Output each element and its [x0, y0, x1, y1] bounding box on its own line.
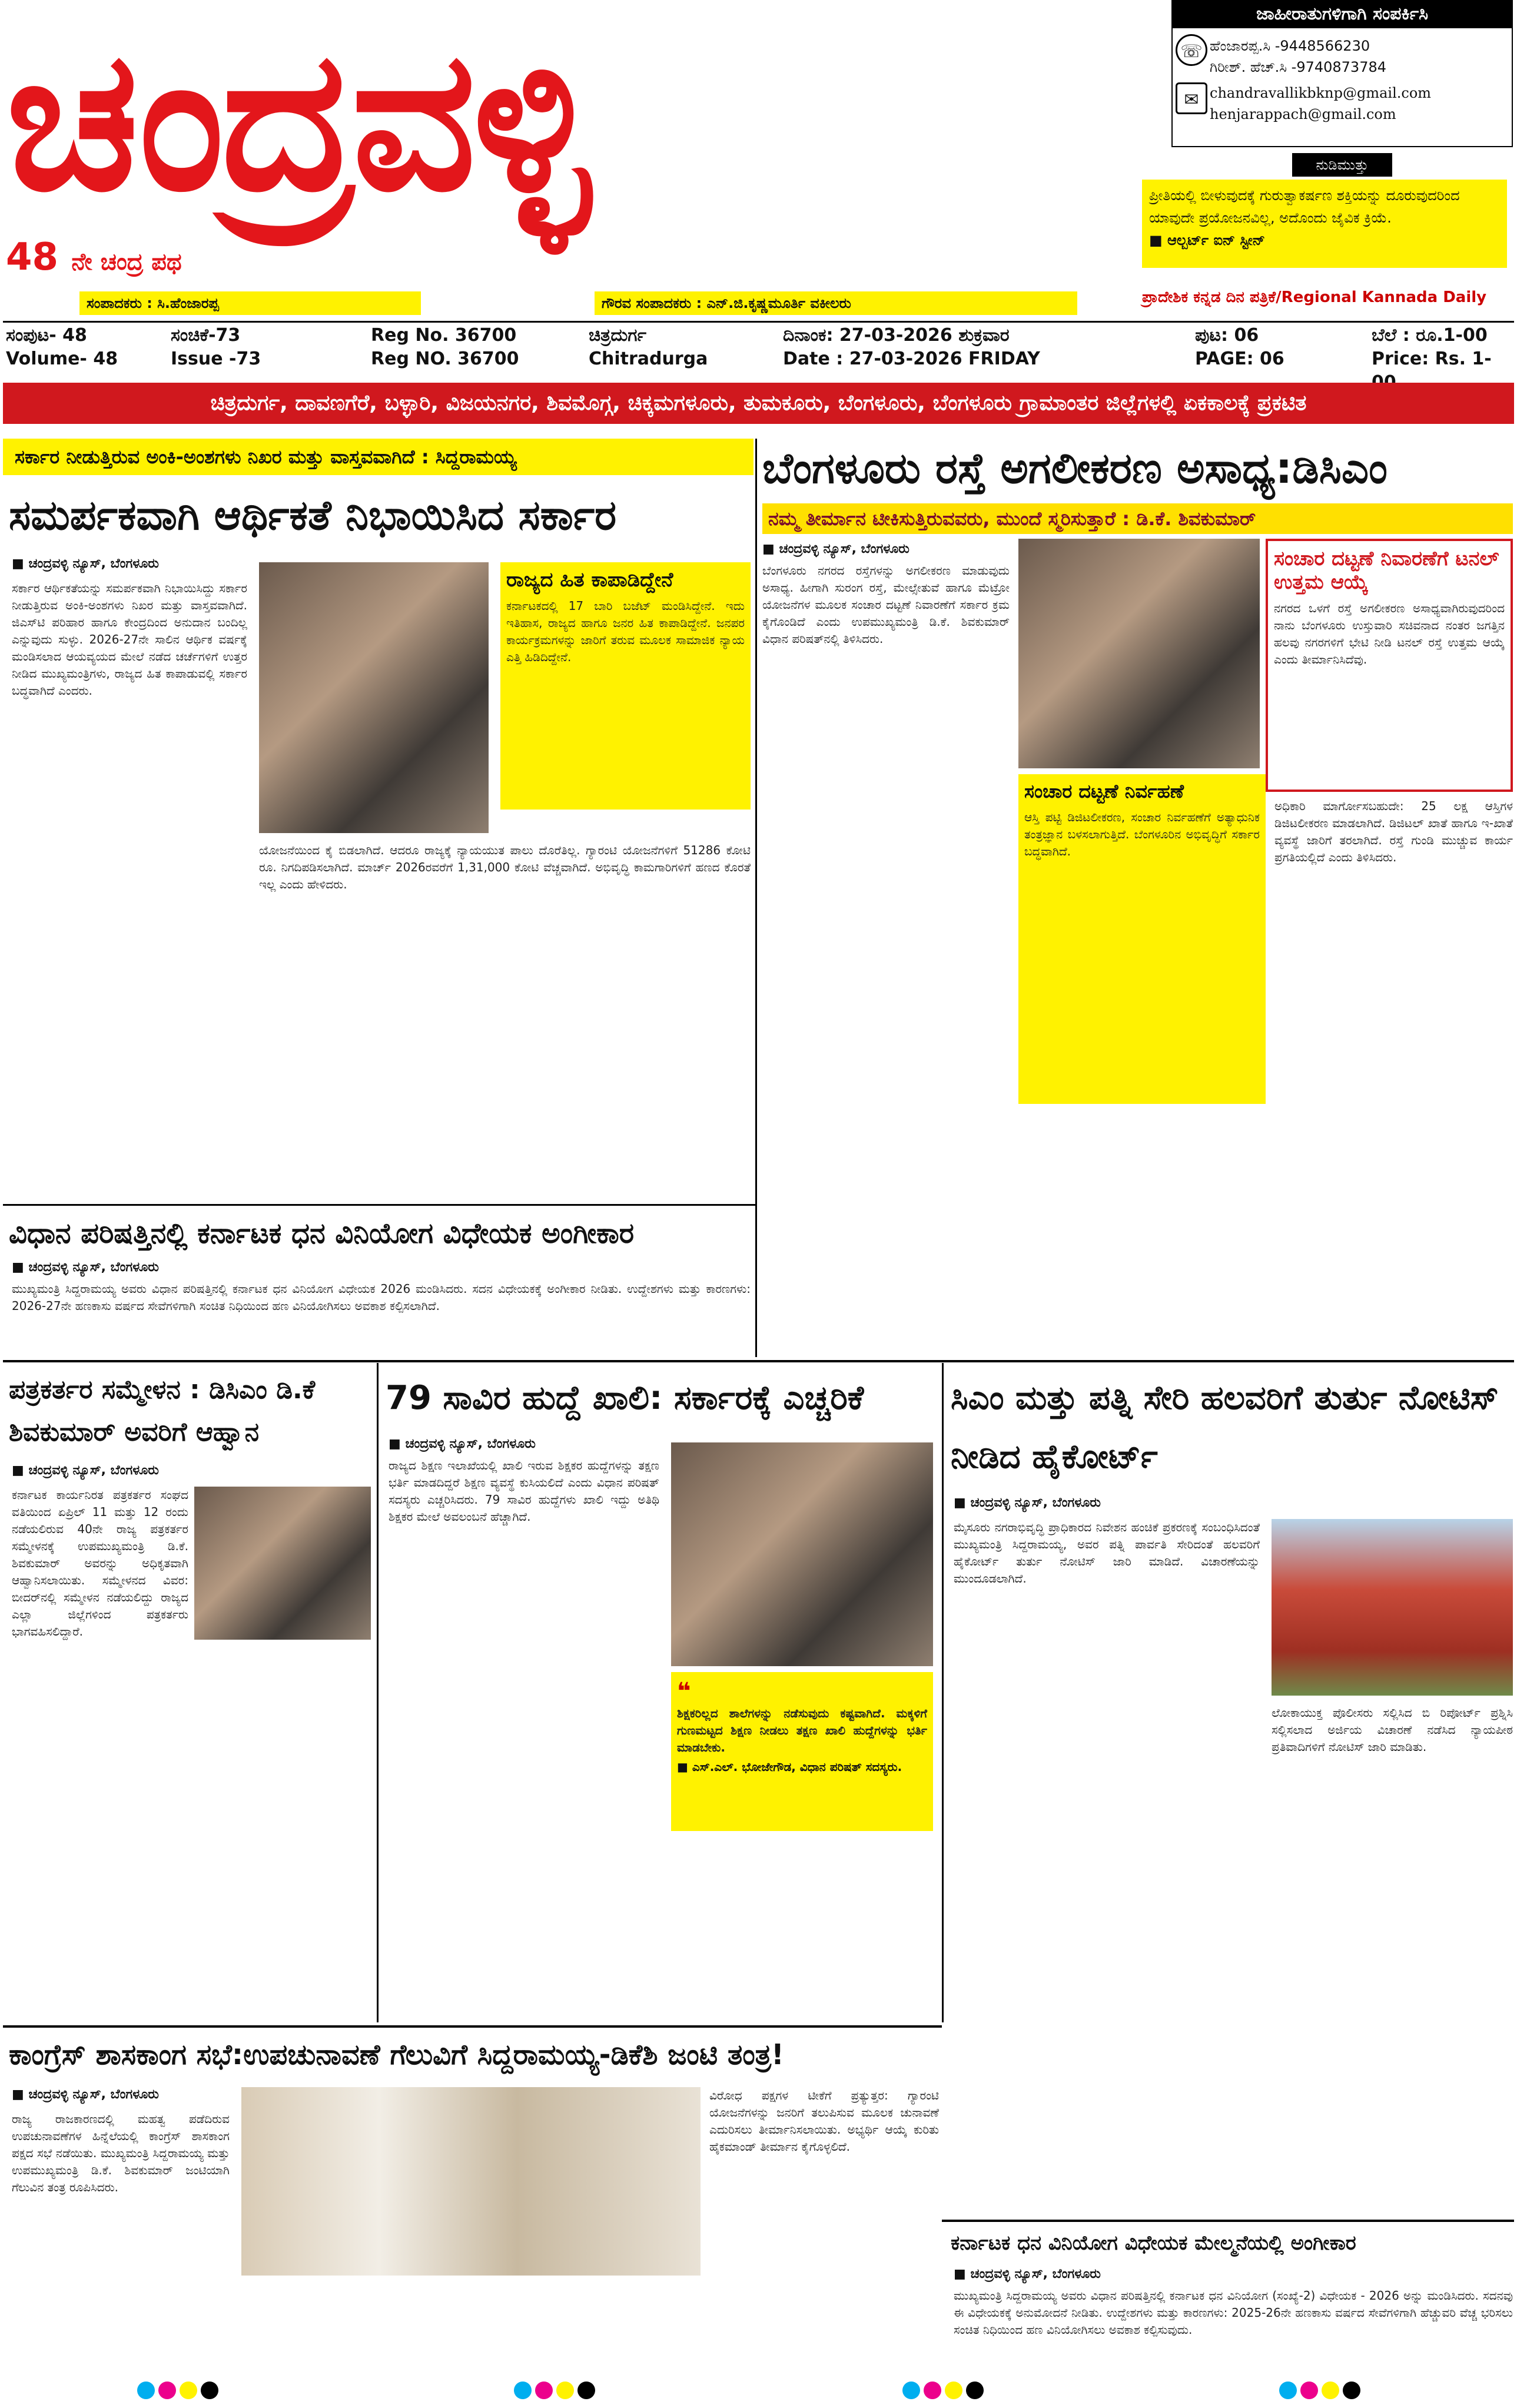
black-dot	[201, 2382, 218, 2399]
registration	[371, 324, 547, 371]
edition-number: 48	[6, 236, 59, 279]
story2-photo	[1018, 539, 1260, 768]
email-1: chandravallikbknp@gmail.com	[1210, 85, 1432, 101]
story5-quote-author: ■ ಎಸ್.ಎಲ್. ಭೋಜೇಗೌಡ, ವಿಧಾನ ಪರಿಷತ್ ಸದಸ್ಯರು.	[677, 1760, 902, 1774]
divider-story8	[942, 2220, 1514, 2222]
story1-sidebar-title: ರಾಜ್ಯದ ಹಿತ ಕಾಪಾಡಿದ್ದೇನೆ	[506, 568, 673, 592]
story1-headline: ಸಮರ್ಪಕವಾಗಿ ಆರ್ಥಿಕತೆ ನಿಭಾಯಿಸಿದ ಸರ್ಕಾರ	[9, 491, 617, 539]
issue	[171, 324, 288, 371]
color-registration-dots-3	[901, 2382, 1054, 2403]
price-kn: ಬೆಲೆ : ರೂ.1-00	[1372, 325, 1488, 346]
divider-vertical-2	[377, 1363, 379, 2022]
story3-headline: ವಿಧಾನ ಪರಿಷತ್ತಿನಲ್ಲಿ ಕರ್ನಾಟಕ ಧನ ವಿನಿಯೋಗ ವಿಧೇಯಕ ಅಂಗೀಕಾರ	[9, 1217, 635, 1250]
divider-horizontal-2	[3, 1360, 1514, 1362]
phone-2: ಗಿರೀಶ್. ಹೆಚ್.ಸಿ -9740873784	[1210, 59, 1387, 75]
page-kn: ಪುಟ: 06	[1195, 325, 1259, 346]
story6-body: ಮೈಸೂರು ನಗರಾಭಿವೃದ್ಧಿ ಪ್ರಾಧಿಕಾರದ ನಿವೇಶನ ಹಂಚಿಕೆ ಪ್ರಕರಣಕ್ಕೆ ಸಂಬಂಧಿಸಿದಂತೆ ಮುಖ್ಯಮಂತ್ರಿ ಸಿದ್ದರಾಮಯ್ಯ, ಅವರ ಪತ್ನಿ ಪಾರ್ವತಿ ಸೇರಿದಂತೆ ಹಲವರಿಗೆ ಹೈಕೋರ್ಟ್ ತುರ್ತು ನೋಟಿಸ್ ಜಾರಿ ಮಾಡಿದೆ. ವಿಚಾರಣೆಯನ್ನು ಮುಂದೂಡಲಾಗಿದೆ.	[954, 1520, 1260, 1586]
masthead-logo: ಚಂದ್ರವಳ್ಳಿ	[6, 8, 587, 234]
magenta-dot	[535, 2382, 553, 2399]
story8-byline: ■ ಚಂದ್ರವಳ್ಳಿ ನ್ಯೂಸ್, ಬೆಂಗಳೂರು	[954, 2267, 1101, 2281]
story2-box-traffic	[1018, 774, 1266, 1104]
story4-photo	[194, 1487, 371, 1640]
magenta-dot	[158, 2382, 176, 2399]
story2-box2-text: ಆಸ್ತಿ ಪಟ್ಟಿ ಡಿಜಿಟಲೀಕರಣ, ಸಂಚಾರ ನಿರ್ವಹಣೆಗೆ ಅತ್ಯಾಧುನಿಕ ತಂತ್ರಜ್ಞಾನ ಬಳಸಲಾಗುತ್ತಿದೆ. ಬೆಂಗಳೂರಿನ ಅಭಿವೃದ್ಧಿಗೆ ಸರ್ಕಾರ ಬದ್ಧವಾಗಿದೆ.	[1024, 810, 1260, 858]
phone-block	[1210, 35, 1504, 78]
contact-header: ಜಾಹೀರಾತುಗಳಿಗಾಗಿ ಸಂಪರ್ಕಿಸಿ	[1171, 0, 1513, 28]
story7-col2: ವಿರೋಧ ಪಕ್ಷಗಳ ಟೀಕೆಗೆ ಪ್ರತ್ಯುತ್ತರ: ಗ್ಯಾರಂಟಿ ಯೋಜನೆಗಳನ್ನು ಜನರಿಗೆ ತಲುಪಿಸುವ ಮೂಲಕ ಚುನಾವಣೆ ಎದುರಿಸಲು ತೀರ್ಮಾನಿಸಲಾಯಿತು. ಅಭ್ಯರ್ಥಿ ಆಯ್ಕೆ ಕುರಿತು ಹೈಕಮಾಂಡ್ ತೀರ್ಮಾನ ಕೈಗೊಳ್ಳಲಿದೆ.	[709, 2088, 939, 2154]
reg-1: Reg No. 36700	[371, 325, 517, 346]
story2-headline: ಬೆಂಗಳೂರು ರಸ್ತೆ ಅಗಲೀಕರಣ ಅಸಾಧ್ಯ:ಡಿಸಿಎಂ	[762, 443, 1388, 493]
quote-box	[1142, 180, 1507, 268]
color-registration-dots-2	[512, 2382, 665, 2403]
story1-kicker: ಸರ್ಕಾರ ನೀಡುತ್ತಿರುವ ಅಂಕಿ-ಅಂಶಗಳು ನಿಖರ ಮತ್ತು ವಾಸ್ತವವಾಗಿದೆ : ಸಿದ್ದರಾಮಯ್ಯ	[3, 439, 753, 475]
date-en: Date : 27-03-2026 FRIDAY	[783, 349, 1040, 369]
volume-kn: ಸಂಪುಟ- 48	[6, 325, 87, 346]
regional-tagline: ಪ್ರಾದೇಶಿಕ ಕನ್ನಡ ದಿನ ಪತ್ರಿಕೆ/Regional Kannada Daily	[1142, 288, 1487, 306]
black-dot	[1343, 2382, 1360, 2399]
story6-highcourt-photo	[1272, 1519, 1513, 1696]
story2-body: ಬೆಂಗಳೂರು ನಗರದ ರಸ್ತೆಗಳನ್ನು ಅಗಲೀಕರಣ ಮಾಡುವುದು ಅಸಾಧ್ಯ. ಹೀಗಾಗಿ ಸುರಂಗ ರಸ್ತೆ, ಮೇಲ್ಸೇತುವೆ ಹಾಗೂ ಮೆಟ್ರೋ ಯೋಜನೆಗಳ ಮೂಲಕ ಸಂಚಾರ ದಟ್ಟಣೆ ನಿವಾರಣೆಗೆ ಸರ್ಕಾರ ಕ್ರಮ ಕೈಗೊಂಡಿದೆ ಎಂದು ಉಪಮುಖ್ಯಮಂತ್ರಿ ಡಿ.ಕೆ. ಶಿವಕುಮಾರ್ ವಿಧಾನ ಪರಿಷತ್‌ನಲ್ಲಿ ತಿಳಿಸಿದರು.	[762, 563, 1010, 646]
cyan-dot	[137, 2382, 155, 2399]
story7-body: ರಾಜ್ಯ ರಾಜಕಾರಣದಲ್ಲಿ ಮಹತ್ವ ಪಡೆದಿರುವ ಉಪಚುನಾವಣೆಗಳ ಹಿನ್ನೆಲೆಯಲ್ಲಿ ಕಾಂಗ್ರೆಸ್ ಶಾಸಕಾಂಗ ಪಕ್ಷದ ಸಭೆ ನಡೆಯಿತು. ಮುಖ್ಯಮಂತ್ರಿ ಸಿದ್ದರಾಮಯ್ಯ ಮತ್ತು ಉಪಮುಖ್ಯಮಂತ್ರಿ ಡಿ.ಕೆ. ಶಿವಕುಮಾರ್ ಜಂಟಿಯಾಗಿ ಗೆಲುವಿನ ತಂತ್ರ ರೂಪಿಸಿದರು.	[12, 2112, 230, 2194]
editor-line: ಸಂಪಾದಕರು : ಸಿ.ಹೆಂಜಾರಪ್ಪ	[79, 291, 421, 315]
story5-body: ರಾಜ್ಯದ ಶಿಕ್ಷಣ ಇಲಾಖೆಯಲ್ಲಿ ಖಾಲಿ ಇರುವ ಶಿಕ್ಷಕರ ಹುದ್ದೆಗಳನ್ನು ತಕ್ಷಣ ಭರ್ತಿ ಮಾಡದಿದ್ದರೆ ಶಿಕ್ಷಣ ವ್ಯವಸ್ಥೆ ಕುಸಿಯಲಿದೆ ಎಂದು ವಿಧಾನ ಪರಿಷತ್ ಸದಸ್ಯರು ಎಚ್ಚರಿಸಿದರು. 79 ಸಾವಿರ ಹುದ್ದೆಗಳು ಖಾಲಿ ಇದ್ದು ಅತಿಥಿ ಶಿಕ್ಷಕರ ಮೇಲೆ ಅವಲಂಬನೆ ಹೆಚ್ಚಾಗಿದೆ.	[389, 1458, 659, 1524]
story2-box2-title: ಸಂಚಾರ ದಟ್ಟಣೆ ನಿರ್ವಹಣೆ	[1024, 780, 1184, 802]
email-2: henjarappach@gmail.com	[1210, 106, 1396, 122]
city-en: Chitradurga	[589, 349, 708, 369]
issue-en: Issue -73	[171, 349, 261, 369]
story2-byline: ■ ಚಂದ್ರವಳ್ಳಿ ನ್ಯೂಸ್, ಬೆಂಗಳೂರು	[762, 542, 909, 556]
story1-sidebar	[500, 562, 751, 810]
story2-box1-title: ಸಂಚಾರ ದಟ್ಟಣೆ ನಿವಾರಣೆಗೆ ಟನಲ್ ಉತ್ತಮ ಆಯ್ಕೆ	[1274, 547, 1499, 594]
story1-byline: ■ ಚಂದ್ರವಳ್ಳಿ ನ್ಯೂಸ್, ಬೆಂಗಳೂರು	[12, 556, 159, 571]
quote-mark-icon: ❝	[677, 1678, 691, 1705]
story5-photo	[671, 1442, 933, 1666]
story2-box-tunnel	[1266, 539, 1513, 792]
quote-tag: ನುಡಿಮುತ್ತು	[1292, 153, 1392, 177]
story1-body: ಸರ್ಕಾರ ಆರ್ಥಿಕತೆಯನ್ನು ಸಮರ್ಪಕವಾಗಿ ನಿಭಾಯಿಸಿದ್ದು ಸರ್ಕಾರ ನೀಡುತ್ತಿರುವ ಅಂಕಿ-ಅಂಶಗಳು ನಿಖರ ಮತ್ತು ವಾಸ್ತವವಾಗಿದೆ. ಜಿಎಸ್‌ಟಿ ಪರಿಹಾರ ಹಾಗೂ ಕೇಂದ್ರದಿಂದ ಅನುದಾನ ಬಂದಿಲ್ಲ ಎನ್ನುವುದು ಸುಳ್ಳು. 2026-27ನೇ ಸಾಲಿನ ಆರ್ಥಿಕ ವರ್ಷಕ್ಕೆ ಮಂಡಿಸಲಾದ ಆಯವ್ಯಯದ ಮೇಲೆ ನಡೆದ ಚರ್ಚೆಗಳಿಗೆ ಉತ್ತರ ನೀಡಿದ ಮುಖ್ಯಮಂತ್ರಿಗಳು, ರಾಜ್ಯದ ಹಿತ ಕಾಪಾಡುವಲ್ಲಿ ಸರ್ಕಾರ ಬದ್ಧವಾಗಿದೆ ಎಂದರು.	[12, 581, 247, 698]
story7-headline: ಕಾಂಗ್ರೆಸ್ ಶಾಸಕಾಂಗ ಸಭೆ:ಉಪಚುನಾವಣೆ ಗೆಲುವಿಗೆ ಸಿದ್ದರಾಮಯ್ಯ-ಡಿಕೆಶಿ ಜಂಟಿ ತಂತ್ರ!	[9, 2038, 784, 2071]
mail-icon: ✉	[1176, 82, 1207, 114]
story1-col2: ಯೋಜನೆಯಿಂದ ಕೈ ಬಿಡಲಾಗಿದೆ. ಆದರೂ ರಾಜ್ಯಕ್ಕೆ ನ್ಯಾಯಯುತ ಪಾಲು ದೊರೆತಿಲ್ಲ. ಗ್ಯಾರಂಟಿ ಯೋಜನೆಗಳಿಗೆ 51286 ಕೋಟಿ ರೂ. ನಿಗದಿಪಡಿಸಲಾಗಿದೆ. ಮಾರ್ಚ್ 2026ರವರೆಗೆ 1,31,000 ಕೋಟಿ ವೆಚ್ಚವಾಗಿದೆ. ಅಭಿವೃದ್ಧಿ ಕಾಮಗಾರಿಗಳಿಗೆ ಹಣದ ಕೊರತೆ ಇಲ್ಲ ಎಂದು ಹೇಳಿದರು.	[259, 843, 751, 891]
magenta-dot	[1300, 2382, 1318, 2399]
divider-vertical-1	[755, 439, 757, 1357]
story5-quote-box	[671, 1672, 933, 1831]
reg-2: Reg NO. 36700	[371, 349, 519, 369]
story5-byline: ■ ಚಂದ್ರವಳ್ಳಿ ನ್ಯೂಸ್, ಬೆಂಗಳೂರು	[389, 1437, 536, 1451]
story2-subhead: ನಮ್ಮ ತೀರ್ಮಾನ ಟೀಕಿಸುತ್ತಿರುವವರು, ಮುಂದೆ ಸ್ಮರಿಸುತ್ತಾರೆ : ಡಿ.ಕೆ. ಶಿವಕುಮಾರ್	[762, 503, 1513, 534]
cyan-dot	[902, 2382, 920, 2399]
email-block	[1210, 82, 1504, 125]
story2-col2: ಅಧಿಕಾರಿ ಮಾರ್ಗೋಸಬಹುದೇ: 25 ಲಕ್ಷ ಆಸ್ತಿಗಳ ಡಿಜಿಟಲೀಕರಣ ಮಾಡಲಾಗಿದೆ. ಡಿಜಿಟಲ್ ಖಾತೆ ಹಾಗೂ ಇ-ಖಾತೆ ವ್ಯವಸ್ಥೆ ಜಾರಿಗೆ ತರಲಾಗಿದೆ. ರಸ್ತೆ ಗುಂಡಿ ಮುಚ್ಚುವ ಕಾರ್ಯ ಪ್ರಗತಿಯಲ್ಲಿದೆ ಎಂದು ತಿಳಿಸಿದರು.	[1274, 799, 1513, 864]
issue-kn: ಸಂಚಿಕೆ-73	[171, 325, 241, 346]
story3-byline: ■ ಚಂದ್ರವಳ್ಳಿ ನ್ಯೂಸ್, ಬೆಂಗಳೂರು	[12, 1260, 159, 1275]
story3-body: ಮುಖ್ಯಮಂತ್ರಿ ಸಿದ್ದರಾಮಯ್ಯ ಅವರು ವಿಧಾನ ಪರಿಷತ್ತಿನಲ್ಲಿ ಕರ್ನಾಟಕ ಧನ ವಿನಿಯೋಗ ವಿಧೇಯಕ 2026 ಮಂಡಿಸಿದರು. ಸದನ ವಿಧೇಯಕಕ್ಕೆ ಅಂಗೀಕಾರ ನೀಡಿತು. ಉದ್ದೇಶಗಳು ಮತ್ತು ಕಾರಣಗಳು: 2026-27ನೇ ಹಣಕಾಸು ವರ್ಷದ ಸೇವೆಗಳಿಗಾಗಿ ಸಂಚಿತ ನಿಧಿಯಿಂದ ಹಣ ವಿನಿಯೋಗಿಸಲು ಅವಕಾಶ ಕಲ್ಪಿಸಲಾಗಿದೆ.	[12, 1282, 751, 1313]
price-en: Price: Rs. 1-	[1372, 349, 1492, 369]
story6-headline: ಸಿಎಂ ಮತ್ತು ಪತ್ನಿ ಸೇರಿ ಹಲವರಿಗೆ ತುರ್ತು ನೋಟಿಸ್ ನೀಡಿದ ಹೈಕೋರ್ಟ್	[951, 1379, 1499, 1476]
story6-byline: ■ ಚಂದ್ರವಳ್ಳಿ ನ್ಯೂಸ್, ಬೆಂಗಳೂರು	[954, 1495, 1101, 1510]
story8-headline: ಕರ್ನಾಟಕ ಧನ ವಿನಿಯೋಗ ವಿಧೇಯಕ ಮೇಲ್ಮನೆಯಲ್ಲಿ ಅಂಗೀಕಾರ	[951, 2231, 1356, 2255]
divider-story7	[3, 2025, 942, 2028]
story5-headline: 79 ಸಾವಿರ ಹುದ್ದೆ ಖಾಲಿ: ಸರ್ಕಾರಕ್ಕೆ ಎಚ್ಚರಿಕೆ	[386, 1379, 864, 1417]
city	[589, 324, 736, 371]
magenta-dot	[924, 2382, 941, 2399]
volume-en: Volume- 48	[6, 349, 118, 369]
story8-body: ಮುಖ್ಯಮಂತ್ರಿ ಸಿದ್ದರಾಮಯ್ಯ ಅವರು ವಿಧಾನ ಪರಿಷತ್ತಿನಲ್ಲಿ ಕರ್ನಾಟಕ ಧನ ವಿನಿಯೋಗ (ಸಂಖ್ಯೆ-2) ವಿಧೇಯಕ - 2026 ಅನ್ನು ಮಂಡಿಸಿದರು. ಸದನವು ಈ ವಿಧೇಯಕಕ್ಕೆ ಅನುಮೋದನೆ ನೀಡಿತು. ಉದ್ದೇಶಗಳು ಮತ್ತು ಕಾರಣಗಳು: 2025-26ನೇ ಹಣಕಾಸು ವರ್ಷದ ಸೇವೆಗಳಿಗಾಗಿ ಹೆಚ್ಚುವರಿ ವೆಚ್ಚ ಭರಿಸಲು ಸಂಚಿತ ನಿಧಿಯಿಂದ ಹಣ ವಿನಿಯೋಗಿಸಲು ಅವಕಾಶ ಕಲ್ಪಿಸುವುದು.	[954, 2288, 1513, 2337]
yellow-dot	[556, 2382, 574, 2399]
yellow-dot	[1322, 2382, 1339, 2399]
city-kn: ಚಿತ್ರದುರ್ಗ	[589, 325, 647, 346]
story1-photo	[259, 562, 489, 833]
divider-vertical-3	[942, 1363, 944, 2022]
yellow-dot	[180, 2382, 197, 2399]
whatsapp-icon: ☏	[1176, 34, 1207, 66]
page-number	[1195, 324, 1313, 371]
black-dot	[577, 2382, 595, 2399]
divider-story3	[3, 1204, 755, 1206]
black-dot	[966, 2382, 984, 2399]
story7-byline: ■ ಚಂದ್ರವಳ್ಳಿ ನ್ಯೂಸ್, ಬೆಂಗಳೂರು	[12, 2087, 159, 2102]
story4-headline: ಪತ್ರಕರ್ತರ ಸಮ್ಮೇಳನ : ಡಿಸಿಎಂ ಡಿ.ಕೆ ಶಿವಕುಮಾರ್ ಅವರಿಗೆ ಆಹ್ವಾನ	[9, 1375, 316, 1447]
story4-byline: ■ ಚಂದ್ರವಳ್ಳಿ ನ್ಯೂಸ್, ಬೆಂಗಳೂರು	[12, 1463, 159, 1478]
story1-sidebar-text: ಕರ್ನಾಟಕದಲ್ಲಿ 17 ಬಾರಿ ಬಜೆಟ್ ಮಂಡಿಸಿದ್ದೇನೆ. ಇದು ಇತಿಹಾಸ, ರಾಜ್ಯದ ಹಾಗೂ ಜನರ ಹಿತ ಕಾಪಾಡಿದ್ದೇನೆ. ಜನಪರ ಕಾರ್ಯಕ್ರಮಗಳನ್ನು ಜಾರಿಗೆ ತರುವ ಮೂಲಕ ಸಾಮಾಜಿಕ ನ್ಯಾಯ ಎತ್ತಿ ಹಿಡಿದಿದ್ದೇನೆ.	[506, 599, 745, 664]
date-kn: ದಿನಾಂಕ: 27-03-2026 ಶುಕ್ರವಾರ	[783, 325, 1010, 346]
color-registration-dots-4	[1277, 2382, 1430, 2403]
yellow-dot	[945, 2382, 962, 2399]
story4-body: ಕರ್ನಾಟಕ ಕಾರ್ಯನಿರತ ಪತ್ರಕರ್ತರ ಸಂಘದ ವತಿಯಿಂದ ಏಪ್ರಿಲ್ 11 ಮತ್ತು 12 ರಂದು ನಡೆಯಲಿರುವ 40ನೇ ರಾಜ್ಯ ಪತ್ರಕರ್ತರ ಸಮ್ಮೇಳನಕ್ಕೆ ಉಪಮುಖ್ಯಮಂತ್ರಿ ಡಿ.ಕೆ. ಶಿವಕುಮಾರ್ ಅವರನ್ನು ಅಧಿಕೃತವಾಗಿ ಆಹ್ವಾನಿಸಲಾಯಿತು. ಸಮ್ಮೇಳನದ ವಿವರ: ಬೀದರ್‌ನಲ್ಲಿ ಸಮ್ಮೇಳನ ನಡೆಯಲಿದ್ದು ರಾಜ್ಯದ ಎಲ್ಲಾ ಜಿಲ್ಲೆಗಳಿಂದ ಪತ್ರಕರ್ತರು ಭಾಗವಹಿಸಲಿದ್ದಾರೆ.	[12, 1488, 188, 1638]
cyan-dot	[1279, 2382, 1297, 2399]
story7-photo	[241, 2087, 701, 2276]
edition-text: ನೇ ಚಂದ್ರ ಪಥ	[71, 248, 182, 276]
quote-text: ಪ್ರೀತಿಯಲ್ಲಿ ಬೀಳುವುದಕ್ಕೆ ಗುರುತ್ವಾಕರ್ಷಣ ಶಕ್ತಿಯನ್ನು ದೂರುವುದರಿಂದ ಯಾವುದೇ ಪ್ರಯೋಜನವಿಲ್ಲ, ಅದೊಂದು ಜೈವಿಕ ಕ್ರಿಯೆ.	[1149, 187, 1460, 226]
story5-quote: ಶಿಕ್ಷಕರಿಲ್ಲದ ಶಾಲೆಗಳನ್ನು ನಡೆಸುವುದು ಕಷ್ಟವಾಗಿದೆ. ಮಕ್ಕಳಿಗೆ ಗುಣಮಟ್ಟದ ಶಿಕ್ಷಣ ನೀಡಲು ತಕ್ಷಣ ಖಾಲಿ ಹುದ್ದೆಗಳನ್ನು ಭರ್ತಿ ಮಾಡಬೇಕು.	[677, 1706, 927, 1754]
story2-box1-text: ನಗರದ ಒಳಗೆ ರಸ್ತೆ ಅಗಲೀಕರಣ ಅಸಾಧ್ಯವಾಗಿರುವುದರಿಂದ ನಾನು ಬೆಂಗಳೂರು ಉಸ್ತುವಾರಿ ಸಚಿವನಾದ ನಂತರ ಜಗತ್ತಿನ ಹಲವು ನಗರಗಳಿಗೆ ಭೇಟಿ ನೀಡಿ ಟನಲ್ ರಸ್ತೆ ಉತ್ತಮ ಆಯ್ಕೆ ಎಂದು ತೀರ್ಮಾನಿಸಿದೆವು.	[1274, 601, 1505, 666]
phone-1: ಹೆಂಜಾರಪ್ಪ.ಸಿ -9448566230	[1210, 38, 1370, 54]
date	[783, 324, 1113, 371]
volume	[6, 324, 124, 371]
honorary-editor-line: ಗೌರವ ಸಂಪಾದಕರು : ಎನ್.ಜಿ.ಕೃಷ್ಣಮೂರ್ತಿ ವಕೀಲರು	[595, 291, 1077, 315]
quote-author: ■ ಆಲ್ಬರ್ಟ್ ಐನ್ ಸ್ಟೀನ್	[1149, 232, 1265, 248]
districts-band: ಚಿತ್ರದುರ್ಗ, ದಾವಣಗೆರೆ, ಬಳ್ಳಾರಿ, ವಿಜಯನಗರ, ಶಿವಮೊಗ್ಗ, ಚಿಕ್ಕಮಗಳೂರು, ತುಮಕೂರು, ಬೆಂಗಳೂರು, ಬೆಂಗಳೂರು ಗ್ರಾಮಾಂತರ ಜಿಲ್ಲೆಗಳಲ್ಲಿ ಏಕಕಾಲಕ್ಕೆ ಪ್ರಕಟಿತ	[3, 383, 1514, 424]
story6-col2: ಲೋಕಾಯುಕ್ತ ಪೊಲೀಸರು ಸಲ್ಲಿಸಿದ ಬಿ ರಿಪೋರ್ಟ್ ಪ್ರಶ್ನಿಸಿ ಸಲ್ಲಿಸಲಾದ ಅರ್ಜಿಯ ವಿಚಾರಣೆ ನಡೆಸಿದ ನ್ಯಾಯಪೀಠ ಪ್ರತಿವಾದಿಗಳಿಗೆ ನೋಟಿಸ್ ಜಾರಿ ಮಾಡಿತು.	[1272, 1706, 1513, 1754]
edition-label	[6, 236, 300, 283]
cyan-dot	[514, 2382, 532, 2399]
meta-top-rule	[3, 321, 1514, 323]
page-en: PAGE: 06	[1195, 349, 1284, 369]
color-registration-dots-1	[135, 2382, 288, 2403]
